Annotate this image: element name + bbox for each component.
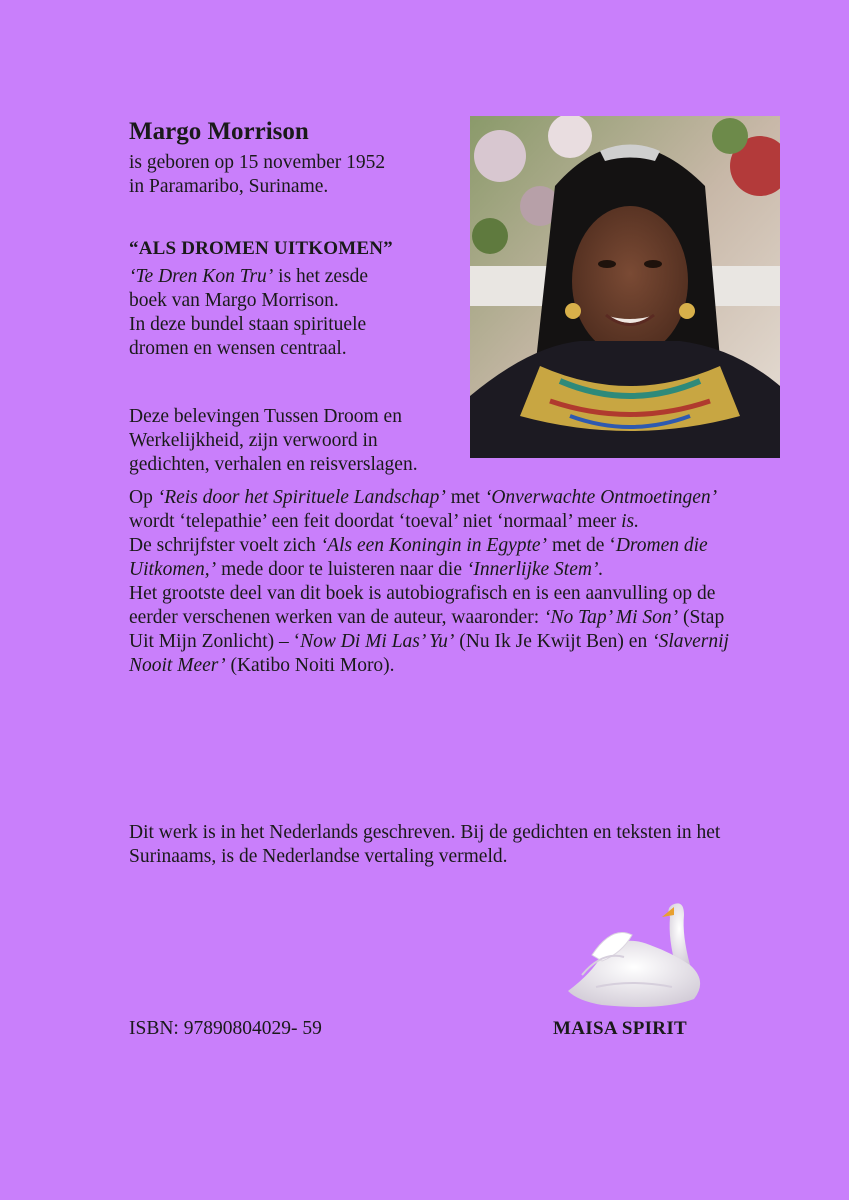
bio-line-birthdate: is geboren op 15 november 1952 [129, 152, 386, 173]
bio-line-birthplace: in Paramaribo, Suriname. [129, 176, 329, 197]
intro-line-1: ‘Te Dren Kon Tru’ is het zesde [129, 266, 369, 287]
swan-logo [562, 895, 712, 1015]
book-title-heading: “ALS DROMEN UITKOMEN” [129, 238, 393, 259]
intro-line-3: In deze bundel staan spirituele [129, 314, 367, 335]
isbn-number: ISBN: 97890804029- 59 [129, 1018, 322, 1039]
author-bio [129, 151, 385, 199]
publisher-name: MAISA SPIRIT [553, 1018, 687, 1039]
paragraph-language-note: Dit werk is in het Nederlands geschreven. Bij de gedichten en teksten in het Surinaams, is de Nederlandse vertaling vermeld. [129, 822, 721, 867]
book-intro [129, 265, 368, 361]
intro-line-4: dromen en wensen centraal. [129, 338, 347, 359]
paragraph-main: Op ‘Reis door het Spirituele Landschap’ met ‘Onverwachte Ontmoetingen’ wordt ‘telepathie’ een feit doordat ‘toeval’ niet ‘normaal’ meer is. De schrijfster voelt zich ‘Als een Koningin in Egypte’ met de ‘Dromen die Uitkomen,’ mede door te luisteren naar die ‘Innerlijke Stem’. Het grootste deel van dit boek is autobiografisch en is een aanvulling op de eerder verschenen werken van de auteur, waaronder: ‘No Tap’ Mi Son’ (Stap Uit Mijn Zonlicht) – ‘Now Di Mi Las’ Yu’ (Nu Ik Je Kwijt Ben) en ‘Slavernij Nooit Meer’ (Katibo Noiti Moro). [129, 487, 729, 676]
intro-line-2: boek van Margo Morrison. [129, 290, 339, 311]
author-name: Margo Morrison [129, 118, 309, 145]
paragraph-experiences: Deze belevingen Tussen Droom en Werkelijkheid, zijn verwoord in gedichten, verhalen en reisverslagen. [129, 406, 418, 475]
author-photo [470, 116, 780, 458]
